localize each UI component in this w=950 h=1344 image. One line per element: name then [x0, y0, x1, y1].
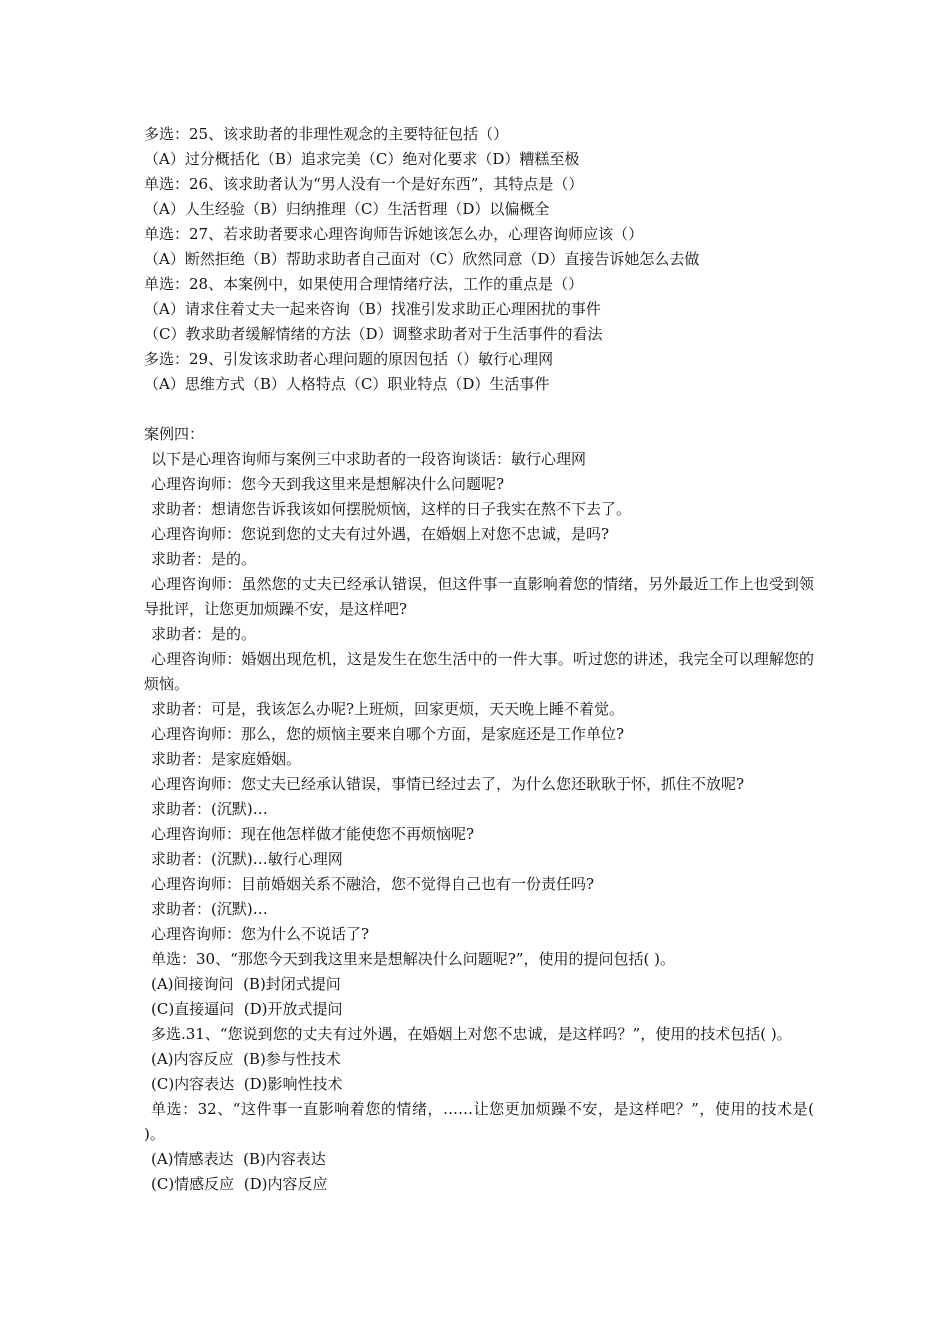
dialogue-line: 心理咨询师：那么，您的烦恼主要来自哪个方面，是家庭还是工作单位? [151, 725, 625, 743]
document-body [144, 122, 814, 1197]
question-29: 多选：29、引发该求助者心理问题的原因包括（）敏行心理网 [144, 350, 554, 368]
dialogue-line: 心理咨询师：您说到您的丈夫有过外遇，在婚姻上对您不忠诚，是吗? [151, 525, 610, 543]
dialogue-line: 求助者：是家庭婚姻。 [151, 750, 302, 768]
dialogue-line: 心理咨询师：您为什么不说话了? [151, 925, 370, 943]
question-27-options: （A）断然拒绝（B）帮助求助者自己面对（C）欣然同意（D）直接告诉她怎么去做 [144, 250, 700, 268]
dialogue-line: 求助者：(沉默)… [151, 900, 268, 918]
dialogue-intro: 以下是心理咨询师与案例三中求助者的一段咨询谈话：敏行心理网 [151, 450, 587, 468]
dialogue-line: 心理咨询师：目前婚姻关系不融洽，您不觉得自己也有一份责任吗? [151, 875, 595, 893]
dialogue-line: 求助者：是的。 [151, 625, 257, 643]
question-30: 单选：30、“那您今天到我这里来是想解决什么问题呢?”，使用的提问包括( )。 [151, 950, 675, 968]
question-32-options-cd: (C)情感反应 (D)内容反应 [151, 1175, 328, 1193]
question-26: 单选：26、该求助者认为“男人没有一个是好东西”，其特点是（） [144, 175, 584, 193]
question-28: 单选：28、本案例中，如果使用合理情绪疗法，工作的重点是（） [144, 275, 584, 293]
dialogue-line: 心理咨询师：您今天到我这里来是想解决什么问题呢? [151, 475, 505, 493]
dialogue-line: 求助者：想请您告诉我该如何摆脱烦恼，这样的日子我实在熬不下去了。 [151, 500, 632, 518]
question-31-options-cd: (C)内容表达 (D)影响性技术 [151, 1075, 343, 1093]
dialogue-line: 心理咨询师：虽然您的丈夫已经承认错误，但这件事一直影响着您的情绪，另外最近工作上也受到领导批评，让您更加烦躁不安，是这样吧? [144, 575, 814, 618]
question-29-options: （A）思维方式（B）人格特点（C）职业特点（D）生活事件 [144, 375, 550, 393]
dialogue-line: 求助者：(沉默)…敏行心理网 [151, 850, 343, 868]
dialogue-line: 求助者：可是，我该怎么办呢?上班烦，回家更烦，天天晚上睡不着觉。 [151, 700, 625, 718]
question-31: 多选.31、“您说到您的丈夫有过外遇，在婚姻上对您不忠诚，是这样吗？”，使用的技术包括( )。 [151, 1025, 792, 1043]
question-28-options-cd: （C）教求助者缓解情绪的方法（D）调整求助者对于生活事件的看法 [144, 325, 603, 343]
question-25: 多选：25、该求助者的非理性观念的主要特征包括（） [144, 125, 509, 143]
question-31-options-ab: (A)内容反应 (B)参与性技术 [151, 1050, 341, 1068]
question-25-options: （A）过分概括化（B）追求完美（C）绝对化要求（D）糟糕至极 [144, 150, 580, 168]
dialogue-line: 心理咨询师：现在他怎样做才能使您不再烦恼呢? [151, 825, 475, 843]
question-32-options-ab: (A)情感表达 (B)内容表达 [151, 1150, 326, 1168]
case-title: 案例四： [144, 425, 205, 443]
blank-line [144, 397, 814, 422]
question-27: 单选：27、若求助者要求心理咨询师告诉她该怎么办，心理咨询师应该（） [144, 225, 644, 243]
question-26-options: （A）人生经验（B）归纳推理（C）生活哲理（D）以偏概全 [144, 200, 550, 218]
question-28-options-ab: （A）请求住着丈夫一起来咨询（B）找准引发求助正心理困扰的事件 [144, 300, 601, 318]
question-32: 单选：32、“这件事一直影响着您的情绪，……让您更加烦躁不安，是这样吧？”，使用的技术是( )。 [144, 1100, 814, 1143]
question-30-options-cd: (C)直接逼问 (D)开放式提问 [151, 1000, 343, 1018]
dialogue-line: 心理咨询师：您丈夫已经承认错误，事情已经过去了，为什么您还耿耿于怀，抓住不放呢? [151, 775, 745, 793]
dialogue-line: 心理咨询师：婚姻出现危机，这是发生在您生活中的一件大事。听过您的讲述，我完全可以理解您的烦恼。 [144, 650, 814, 693]
dialogue-line: 求助者：是的。 [151, 550, 257, 568]
dialogue-line: 求助者：(沉默)… [151, 800, 268, 818]
question-30-options-ab: (A)间接询问 (B)封闭式提问 [151, 975, 341, 993]
